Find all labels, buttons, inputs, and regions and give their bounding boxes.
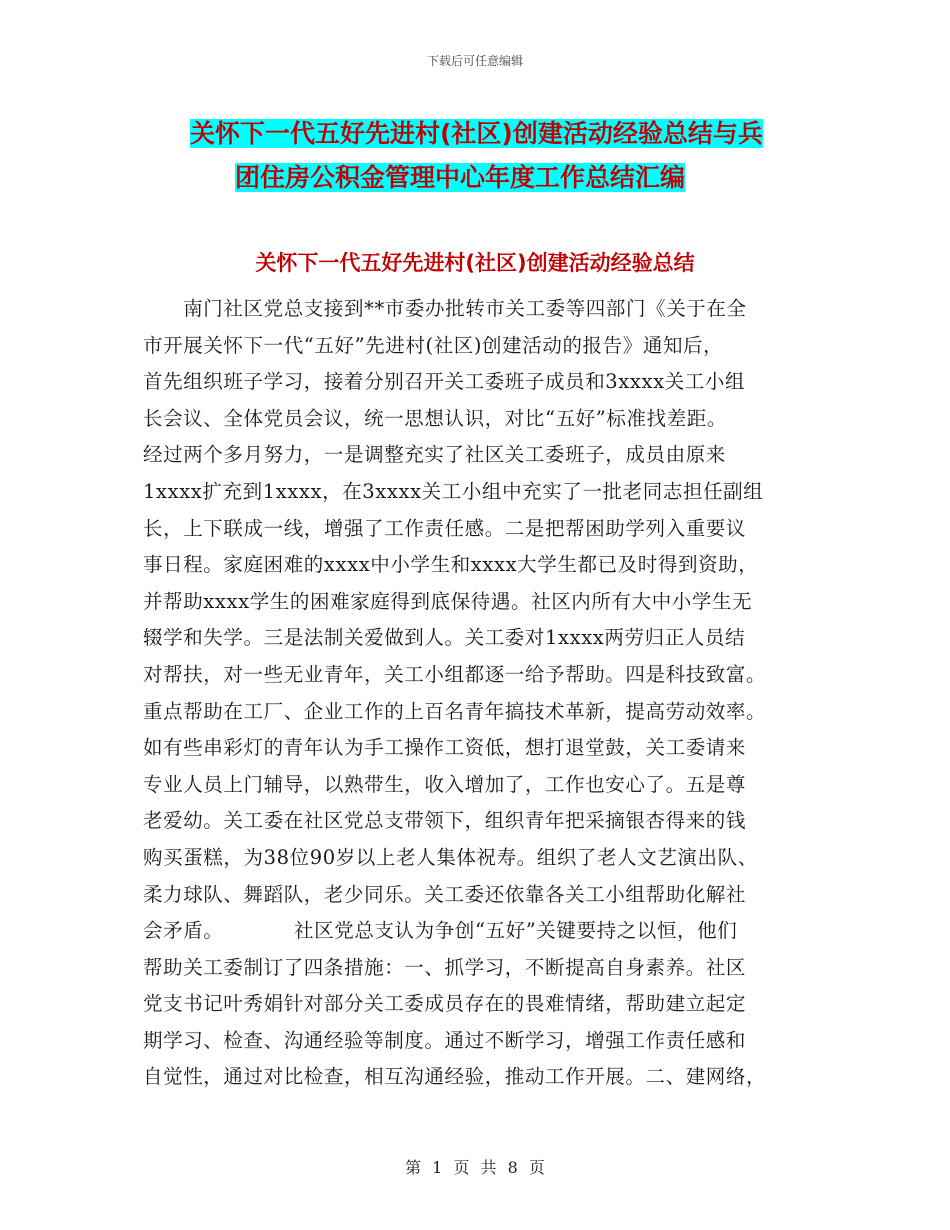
title-line-1-text: 关怀下一代五好先进村(社区)创建活动经验总结与兵 <box>190 119 763 148</box>
body-line: 辍学和失学。三是法制关爱做到人。关工委对1xxxx两劳归正人员结 <box>143 626 746 650</box>
body-line: 对帮扶，对一些无业青年，关工小组都逐一给予帮助。四是科技致富。 <box>143 662 767 686</box>
body-line: 自觉性，通过对比检查，相互沟通经验，推动工作开展。二、建网络， <box>143 1065 767 1089</box>
body-line: 如有些串彩灯的青年认为手工操作工资低，想打退堂鼓，关工委请来 <box>143 736 747 760</box>
body-line: 市开展关怀下一代“五好”先进村(社区)创建活动的报告》通知后， <box>143 333 724 357</box>
body-line: 长会议、全体党员会议，统一思想认识，对比“五好”标准找差距。 <box>143 406 727 430</box>
body-line: 老爱幼。关工委在社区党总支带领下，组织青年把采摘银杏得来的钱 <box>143 809 747 833</box>
body-line: 专业人员上门辅导，以熟带生，收入增加了，工作也安心了。五是尊 <box>143 772 747 796</box>
body-line: 南门社区党总支接到**市委办批转市关工委等四部门《关于在全 <box>143 297 747 320</box>
body-line: 重点帮助在工厂、企业工作的上百名青年搞技术革新，提高劳动效率。 <box>143 699 767 723</box>
document-title <box>190 112 830 200</box>
body-paragraph <box>143 291 803 1096</box>
body-line: 1xxxx扩充到1xxxx，在3xxxx关工小组中充实了一批老同志担任副组 <box>143 479 764 503</box>
title-line-2 <box>235 156 830 200</box>
body-line: 并帮助xxxx学生的困难家庭得到底保待遇。社区内所有大中小学生无 <box>143 589 753 613</box>
body-line: 购买蛋糕，为38位90岁以上老人集体祝寿。组织了老人文艺演出队、 <box>143 845 758 869</box>
title-line-2-text: 团住房公积金管理中心年度工作总结汇编 <box>235 163 686 192</box>
section-title: 关怀下一代五好先进村(社区)创建活动经验总结 <box>255 251 695 275</box>
page-footer: 第 1 页 共 8 页 <box>405 1158 545 1177</box>
body-line: 首先组织班子学习，接着分别召开关工委班子成员和3xxxx关工小组 <box>143 370 746 394</box>
body-line: 事日程。家庭困难的xxxx中小学生和xxxx大学生都已及时得到资助， <box>143 553 759 577</box>
title-line-1 <box>190 112 830 156</box>
body-line: 柔力球队、舞蹈队，老少同乐。关工委还依靠各关工小组帮助化解社 <box>143 882 747 906</box>
body-line: 帮助关工委制订了四条措施：一、抓学习，不断提高自身素养。社区 <box>143 955 747 979</box>
body-line: 会矛盾。 社区党总支认为争创“五好”关键要持之以恒，他们 <box>143 919 738 943</box>
body-line: 经过两个多月努力，一是调整充实了社区关工委班子，成员由原来 <box>143 443 726 467</box>
body-line: 期学习、检查、沟通经验等制度。通过不断学习，增强工作责任感和 <box>143 1028 747 1052</box>
body-line: 党支书记叶秀娟针对部分关工委成员存在的畏难情绪，帮助建立起定 <box>143 992 747 1016</box>
body-line: 长，上下联成一线，增强了工作责任感。二是把帮困助学列入重要议 <box>143 516 747 540</box>
header-note: 下载后可任意编辑 <box>426 54 523 68</box>
